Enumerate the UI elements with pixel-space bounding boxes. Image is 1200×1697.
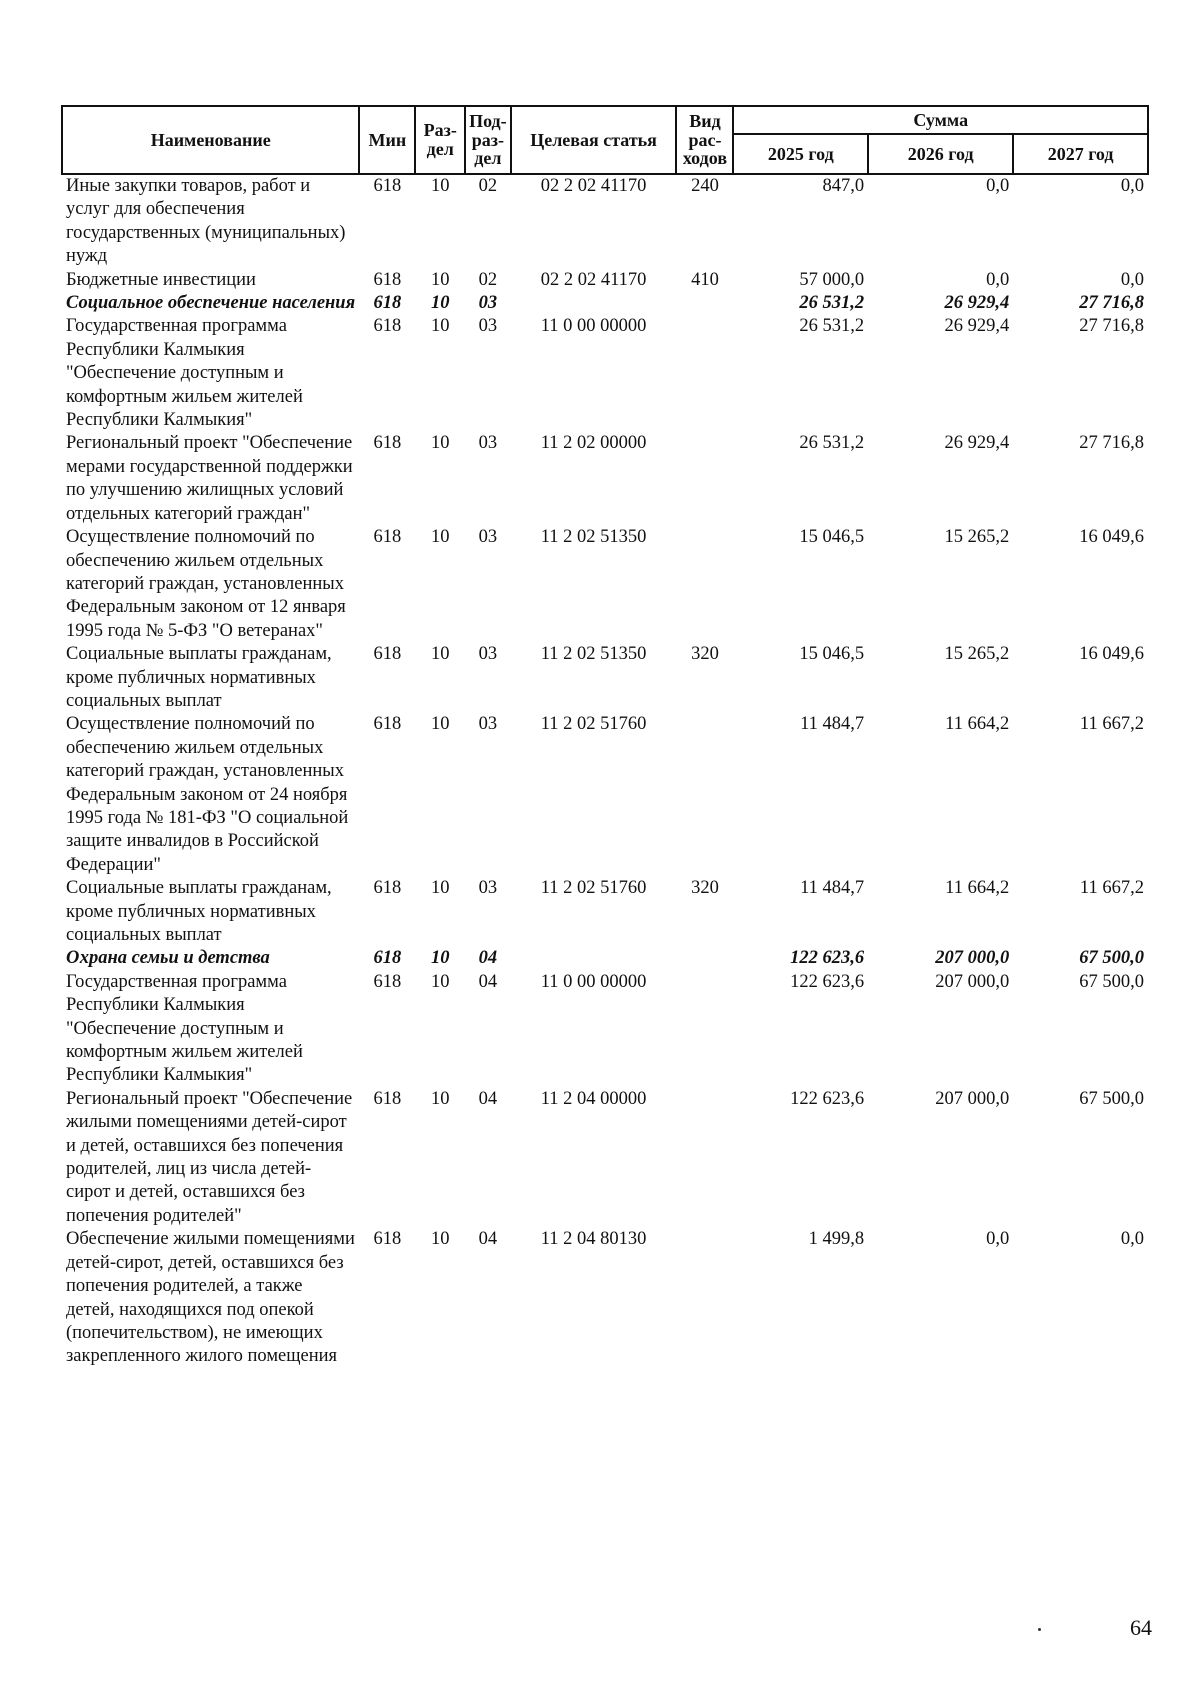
row-name: Осуществление полномочий по обеспечению жильем отдельных категорий граждан, установленных Федеральным законом от 24 ноября 1995 года № 181-ФЗ "О социальной защите инвалидов в Российской Федерации" — [66, 714, 349, 875]
row-podrazdel: 04 — [478, 971, 498, 992]
row-vid — [676, 292, 733, 315]
table-row — [62, 713, 1148, 877]
row-name: Региональный проект "Обеспечение жилыми помещениями детей-сирот и детей, оставшихся без попечения родителей, лиц из числа детей-сирот и детей, оставшихся без попечения родителей" — [66, 1088, 353, 1226]
header-year-2026: 2026 год — [868, 134, 1013, 174]
row-vid: 320 — [691, 878, 719, 899]
row-sum-2027: 0,0 — [1120, 1229, 1144, 1250]
row-sum-2025: 26 531,2 — [799, 293, 865, 314]
row-target: 11 2 02 51760 — [540, 714, 647, 735]
row-podrazdel: 04 — [478, 948, 498, 969]
table-row — [62, 947, 1148, 970]
row-target: 02 2 02 41170 — [540, 269, 647, 290]
row-sum-2025: 11 484,7 — [800, 878, 865, 899]
header-podrazdel: Под- раз- дел — [465, 106, 511, 174]
row-podrazdel: 02 — [478, 176, 498, 196]
row-sum-2025: 57 000,0 — [799, 269, 865, 290]
row-min: 618 — [373, 714, 402, 735]
header-target: Целевая статья — [511, 106, 677, 174]
row-razdel: 10 — [430, 948, 450, 969]
row-name: Социальные выплаты гражданам, кроме публичных нормативных социальных выплат — [66, 644, 332, 711]
row-podrazdel: 02 — [478, 269, 498, 290]
row-sum-2025: 15 046,5 — [799, 527, 865, 548]
row-vid: 240 — [691, 176, 719, 196]
row-target: 11 2 02 51760 — [540, 878, 647, 899]
row-razdel: 10 — [430, 878, 450, 899]
row-min: 618 — [373, 971, 402, 992]
row-vid — [676, 432, 733, 526]
table-row — [62, 526, 1148, 643]
row-min: 618 — [373, 176, 402, 196]
row-name: Охрана семьи и детства — [66, 948, 270, 969]
row-vid — [676, 1088, 733, 1228]
row-min: 618 — [373, 269, 402, 290]
row-target: 11 2 02 51350 — [540, 527, 647, 548]
row-razdel: 10 — [430, 1229, 450, 1250]
row-podrazdel: 03 — [478, 316, 498, 337]
row-vid — [676, 315, 733, 432]
row-podrazdel: 03 — [478, 714, 498, 735]
row-razdel: 10 — [430, 971, 450, 992]
row-min: 618 — [373, 948, 402, 969]
row-target: 11 2 02 00000 — [540, 433, 647, 454]
row-target — [511, 292, 677, 315]
row-podrazdel: 03 — [478, 644, 498, 665]
row-sum-2026: 0,0 — [986, 1229, 1010, 1250]
row-sum-2027: 27 716,8 — [1079, 293, 1144, 314]
row-razdel: 10 — [430, 433, 450, 454]
row-razdel: 10 — [430, 714, 450, 735]
row-sum-2027: 27 716,8 — [1079, 433, 1144, 454]
row-vid — [676, 713, 733, 877]
row-name: Обеспечение жилыми помещениями детей-сирот, детей, оставшихся без попечения родителей, а также детей, находящихся под опекой (попечительством), не имеющих закрепленного жилого помещения — [66, 1229, 355, 1367]
row-sum-2026: 15 265,2 — [944, 527, 1010, 548]
row-razdel: 10 — [430, 1088, 450, 1109]
row-target: 11 0 00 00000 — [540, 971, 647, 992]
row-vid: 410 — [691, 269, 719, 290]
row-vid — [676, 947, 733, 970]
row-target: 11 0 00 00000 — [540, 316, 647, 337]
row-sum-2026: 26 929,4 — [944, 433, 1010, 454]
table-row — [62, 269, 1148, 292]
row-razdel: 10 — [430, 269, 450, 290]
table-row — [62, 1088, 1148, 1228]
row-target: 11 2 04 00000 — [540, 1088, 647, 1109]
row-min: 618 — [373, 644, 402, 665]
row-name: Государственная программа Республики Калмыкия "Обеспечение доступным и комфортным жильем жителей Республики Калмыкия" — [66, 971, 303, 1086]
row-sum-2027: 16 049,6 — [1079, 527, 1144, 548]
table-row — [62, 292, 1148, 315]
row-target: 11 2 04 80130 — [540, 1229, 647, 1250]
row-target: 11 2 02 51350 — [540, 644, 647, 665]
row-vid — [676, 526, 733, 643]
row-sum-2025: 122 623,6 — [790, 971, 865, 992]
table-row — [62, 174, 1148, 269]
row-sum-2027: 67 500,0 — [1079, 971, 1144, 992]
row-target — [511, 947, 677, 970]
row-podrazdel: 03 — [478, 527, 498, 548]
header-razdel: Раз- дел — [415, 106, 465, 174]
row-podrazdel: 03 — [478, 433, 498, 454]
row-sum-2026: 26 929,4 — [944, 316, 1010, 337]
header-min: Мин — [359, 106, 415, 174]
row-name: Региональный проект "Обеспечение мерами государственной поддержки по улучшению жилищных условий отдельных категорий граждан" — [66, 433, 353, 524]
row-sum-2025: 122 623,6 — [790, 1088, 865, 1109]
row-sum-2026: 207 000,0 — [935, 971, 1010, 992]
page-number: 64 — [1130, 1615, 1152, 1640]
row-sum-2025: 15 046,5 — [799, 644, 865, 665]
row-sum-2027: 67 500,0 — [1079, 948, 1144, 969]
table-row — [62, 315, 1148, 432]
row-sum-2027: 67 500,0 — [1079, 1088, 1144, 1109]
row-min: 618 — [373, 1088, 402, 1109]
table-row — [62, 432, 1148, 526]
header-vid: Вид рас- ходов — [676, 106, 733, 174]
row-sum-2026: 0,0 — [986, 176, 1010, 196]
row-sum-2027: 0,0 — [1120, 176, 1144, 196]
header-sum: Сумма — [733, 106, 1148, 134]
row-sum-2027: 27 716,8 — [1079, 316, 1144, 337]
row-podrazdel: 04 — [478, 1229, 498, 1250]
row-min: 618 — [373, 293, 402, 314]
row-vid — [676, 1228, 733, 1368]
row-min: 618 — [373, 878, 402, 899]
row-name: Государственная программа Республики Калмыкия "Обеспечение доступным и комфортным жильем жителей Республики Калмыкия" — [66, 316, 303, 431]
row-sum-2025: 122 623,6 — [790, 948, 865, 969]
row-name: Социальные выплаты гражданам, кроме публичных нормативных социальных выплат — [66, 878, 332, 945]
row-razdel: 10 — [430, 316, 450, 337]
row-sum-2027: 11 667,2 — [1079, 714, 1144, 735]
row-sum-2027: 16 049,6 — [1079, 644, 1144, 665]
row-podrazdel: 03 — [478, 293, 498, 314]
row-sum-2026: 11 664,2 — [945, 714, 1010, 735]
row-sum-2026: 207 000,0 — [935, 1088, 1010, 1109]
row-razdel: 10 — [430, 527, 450, 548]
row-min: 618 — [373, 316, 402, 337]
table-row — [62, 643, 1148, 713]
row-sum-2026: 207 000,0 — [935, 948, 1010, 969]
row-sum-2027: 11 667,2 — [1079, 878, 1144, 899]
scan-dot — [1038, 1628, 1041, 1631]
row-razdel: 10 — [430, 293, 450, 314]
row-sum-2027: 0,0 — [1120, 269, 1144, 290]
row-vid — [676, 971, 733, 1088]
row-razdel: 10 — [430, 644, 450, 665]
row-name: Бюджетные инвестиции — [66, 269, 256, 290]
row-sum-2025: 1 499,8 — [808, 1229, 865, 1250]
row-target: 02 2 02 41170 — [540, 176, 647, 196]
row-razdel: 10 — [430, 176, 450, 196]
row-sum-2025: 26 531,2 — [799, 316, 865, 337]
row-name: Социальное обеспечение населения — [66, 293, 356, 314]
header-year-2025: 2025 год — [733, 134, 868, 174]
row-sum-2025: 26 531,2 — [799, 433, 865, 454]
table-row — [62, 1228, 1148, 1368]
budget-document — [61, 105, 1149, 1369]
row-podrazdel: 03 — [478, 878, 498, 899]
budget-table — [61, 105, 1149, 1369]
row-min: 618 — [373, 527, 402, 548]
table-row — [62, 877, 1148, 947]
header-name: Наименование — [62, 106, 359, 174]
row-sum-2025: 847,0 — [822, 176, 865, 196]
row-sum-2026: 26 929,4 — [944, 293, 1010, 314]
table-row — [62, 971, 1148, 1088]
row-sum-2026: 11 664,2 — [945, 878, 1010, 899]
row-sum-2026: 15 265,2 — [944, 644, 1010, 665]
row-sum-2026: 0,0 — [986, 269, 1010, 290]
row-min: 618 — [373, 1229, 402, 1250]
row-sum-2025: 11 484,7 — [800, 714, 865, 735]
row-min: 618 — [373, 433, 402, 454]
row-vid: 320 — [691, 644, 719, 665]
row-name: Иные закупки товаров, работ и услуг для обеспечения государственных (муниципальных) нужд — [66, 176, 346, 267]
header-year-2027: 2027 год — [1013, 134, 1148, 174]
row-podrazdel: 04 — [478, 1088, 498, 1109]
row-name: Осуществление полномочий по обеспечению жильем отдельных категорий граждан, установленных Федеральным законом от 12 января 1995 года № 5-ФЗ "О ветеранах" — [66, 527, 346, 641]
